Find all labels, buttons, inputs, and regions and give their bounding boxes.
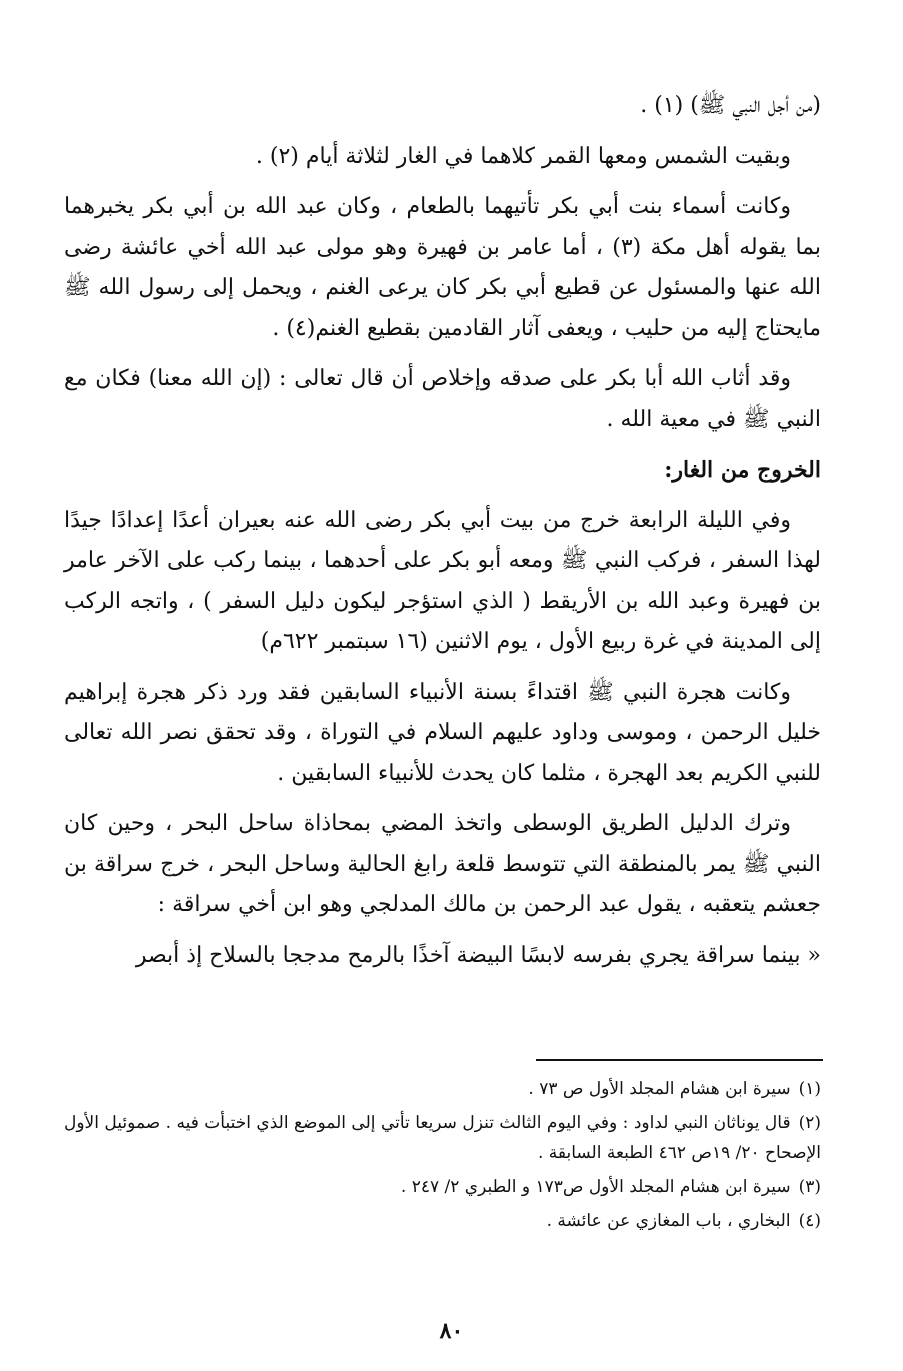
- paragraph-6: وكانت هجرة النبي ﷺ اقتداءً بسنة الأنبياء السابقين فقد ورد ذكر هجرة إبراهيم خليل الرحمن ، وموسى وداود عليهم السلام في التوراة ، وقد تحقق نصر الله تعالى للنبي الكريم بعد الهجرة ، مثلما كان يحدث للأنبياء السابقين .: [64, 679, 821, 786]
- footnote-2: [64, 1108, 821, 1168]
- footnote-4: [64, 1206, 821, 1236]
- paragraph-3: وكانت أسماء بنت أبي بكر تأتيهما بالطعام ، وكان عبد الله بن أبي بكر يخبرهما بما يقوله أهل مكة (٣) ، أما عامر بن فهيرة وهو مولى عبد الله أخي عائشة رضى الله عنها والمسئول عن قطيع أبي بكر كان يرعى الغنم ، ويحمل إلى رسول الله ﷺ مايحتاج إليه من حليب ، ويعفى آثار القادمين بقطيع الغنم(٤) .: [64, 194, 821, 341]
- footnote-1: [64, 1074, 821, 1104]
- paragraph-2: وبقيت الشمس ومعها القمر كلاهما في الغار لثلاثة أيام (٢) .: [255, 143, 791, 169]
- page-body: [64, 86, 821, 986]
- footnote-number: (٤): [798, 1211, 821, 1231]
- footnote-text: سيرة ابن هشام المجلد الأول ص١٧٣ و الطبري ٢/ ٢٤٧ .: [400, 1177, 791, 1197]
- paragraph-8-quote: « بينما سراقة يجري بفرسه لابسًا البيضة آخذًا بالرمح مدججا بالسلاح إذ أبصر: [135, 942, 821, 968]
- paragraph-5: وفي الليلة الرابعة خرج من بيت أبي بكر رضى الله عنه بعيران أعدًا إعدادًا جيدًا لهذا السفر ، فركب النبي ﷺ ومعه أبو بكر على أحدهما ، بينما ركب على الآخر عامر بن فهيرة وعبد الله بن الأريقط ( الذي استؤجر ليكون دليل السفر ) ، واتجه الركب إلى المدينة في غرة ربيع الأول ، يوم الاثنين (١٦ سبتمبر ٦٢٢م): [64, 507, 821, 654]
- footnote-number: (٢): [798, 1113, 821, 1133]
- paragraph-7: وترك الدليل الطريق الوسطى واتخذ المضي بمحاذاة ساحل البحر ، وحين كان النبي ﷺ يمر بالمنطقة التي تتوسط قلعة رابغ الحالية وساحل البحر ، خرج سراقة بن جعشم يتعقبه ، يقول عبد الرحمن بن مالك المدلجي وهو ابن أخي سراقة :: [64, 811, 821, 917]
- footnote-number: (١): [798, 1079, 821, 1099]
- section-heading: الخروج من الغار:: [664, 457, 821, 483]
- footnote-3: [64, 1172, 821, 1202]
- footnote-text: سيرة ابن هشام المجلد الأول ص ٧٣ .: [528, 1079, 791, 1099]
- paragraph-4: وقد أثاب الله أبا بكر على صدقه وإخلاص أن قال تعالى : (إن الله معنا) فكان مع النبي ﷺ في معية الله .: [64, 366, 821, 432]
- footnote-text: البخاري ، باب المغازي عن عائشة .: [546, 1211, 791, 1231]
- paragraph-1: (من أجل النبي ﷺ) (١) .: [640, 93, 821, 118]
- footnote-divider: [536, 1059, 823, 1061]
- page-number: ٨٠: [439, 1318, 464, 1344]
- footnotes: [64, 1074, 821, 1240]
- footnote-number: (٣): [798, 1177, 821, 1197]
- footnote-text: قال يوناثان النبي لداود : وفي اليوم الثالث تنزل سريعا تأتي إلى الموضع الذي اختبأت فيه . صموئيل الأول الإصحاح ٢٠/ ١٩ص ٤٦٢ الطبعة السابقة .: [64, 1113, 821, 1163]
